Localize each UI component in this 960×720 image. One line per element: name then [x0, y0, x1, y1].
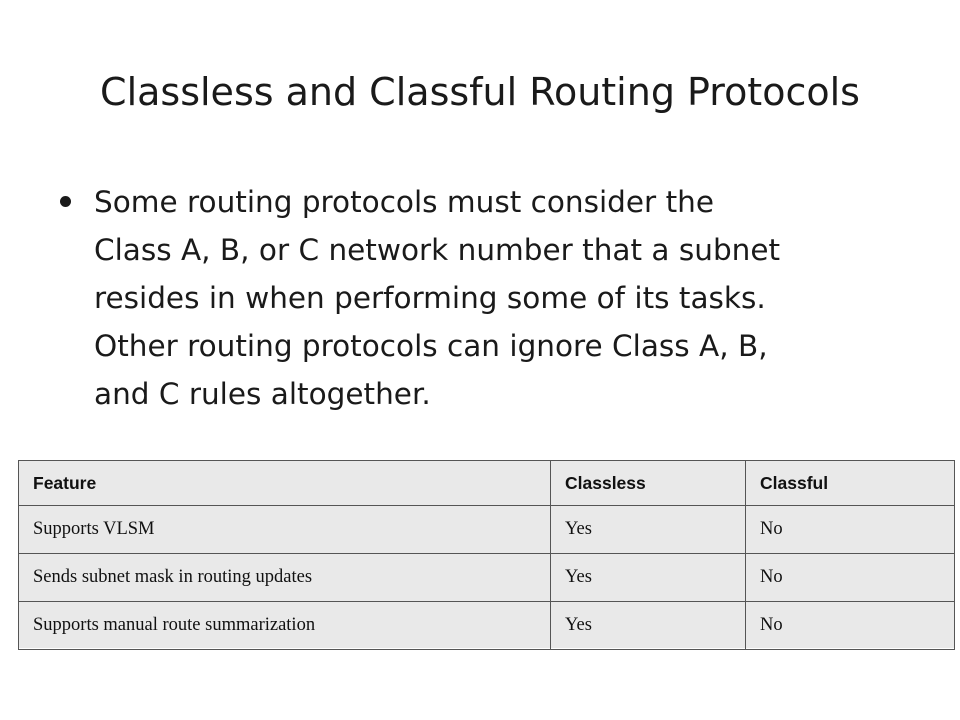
feature-comparison-table-container — [18, 460, 954, 648]
cell-classful: No — [746, 554, 955, 602]
table-row — [19, 602, 955, 650]
bullet-line: Class A, B, or C network number that a subnet — [94, 233, 781, 267]
cell-feature: Supports VLSM — [19, 506, 551, 554]
header-classless: Classless — [551, 461, 746, 506]
table-row — [19, 506, 955, 554]
bullet-line: Other routing protocols can ignore Class A, B, — [94, 329, 768, 363]
bullet-dot-icon — [60, 196, 71, 207]
bullet-item — [58, 178, 918, 418]
cell-classless: Yes — [551, 554, 746, 602]
slide-title: Classless and Classful Routing Protocols — [100, 70, 860, 114]
feature-comparison-table — [18, 460, 955, 650]
cell-classful: No — [746, 506, 955, 554]
cell-classful: No — [746, 602, 955, 650]
bullet-line: and C rules altogether. — [94, 377, 431, 411]
bullet-line: resides in when performing some of its tasks. — [94, 281, 766, 315]
table-row — [19, 554, 955, 602]
cell-classless: Yes — [551, 602, 746, 650]
bullet-list — [58, 178, 918, 418]
header-feature: Feature — [19, 461, 551, 506]
bullet-line: Some routing protocols must consider the — [94, 185, 714, 219]
table-header-row — [19, 461, 955, 506]
cell-feature: Sends subnet mask in routing updates — [19, 554, 551, 602]
header-classful: Classful — [746, 461, 955, 506]
cell-feature: Supports manual route summarization — [19, 602, 551, 650]
cell-classless: Yes — [551, 506, 746, 554]
